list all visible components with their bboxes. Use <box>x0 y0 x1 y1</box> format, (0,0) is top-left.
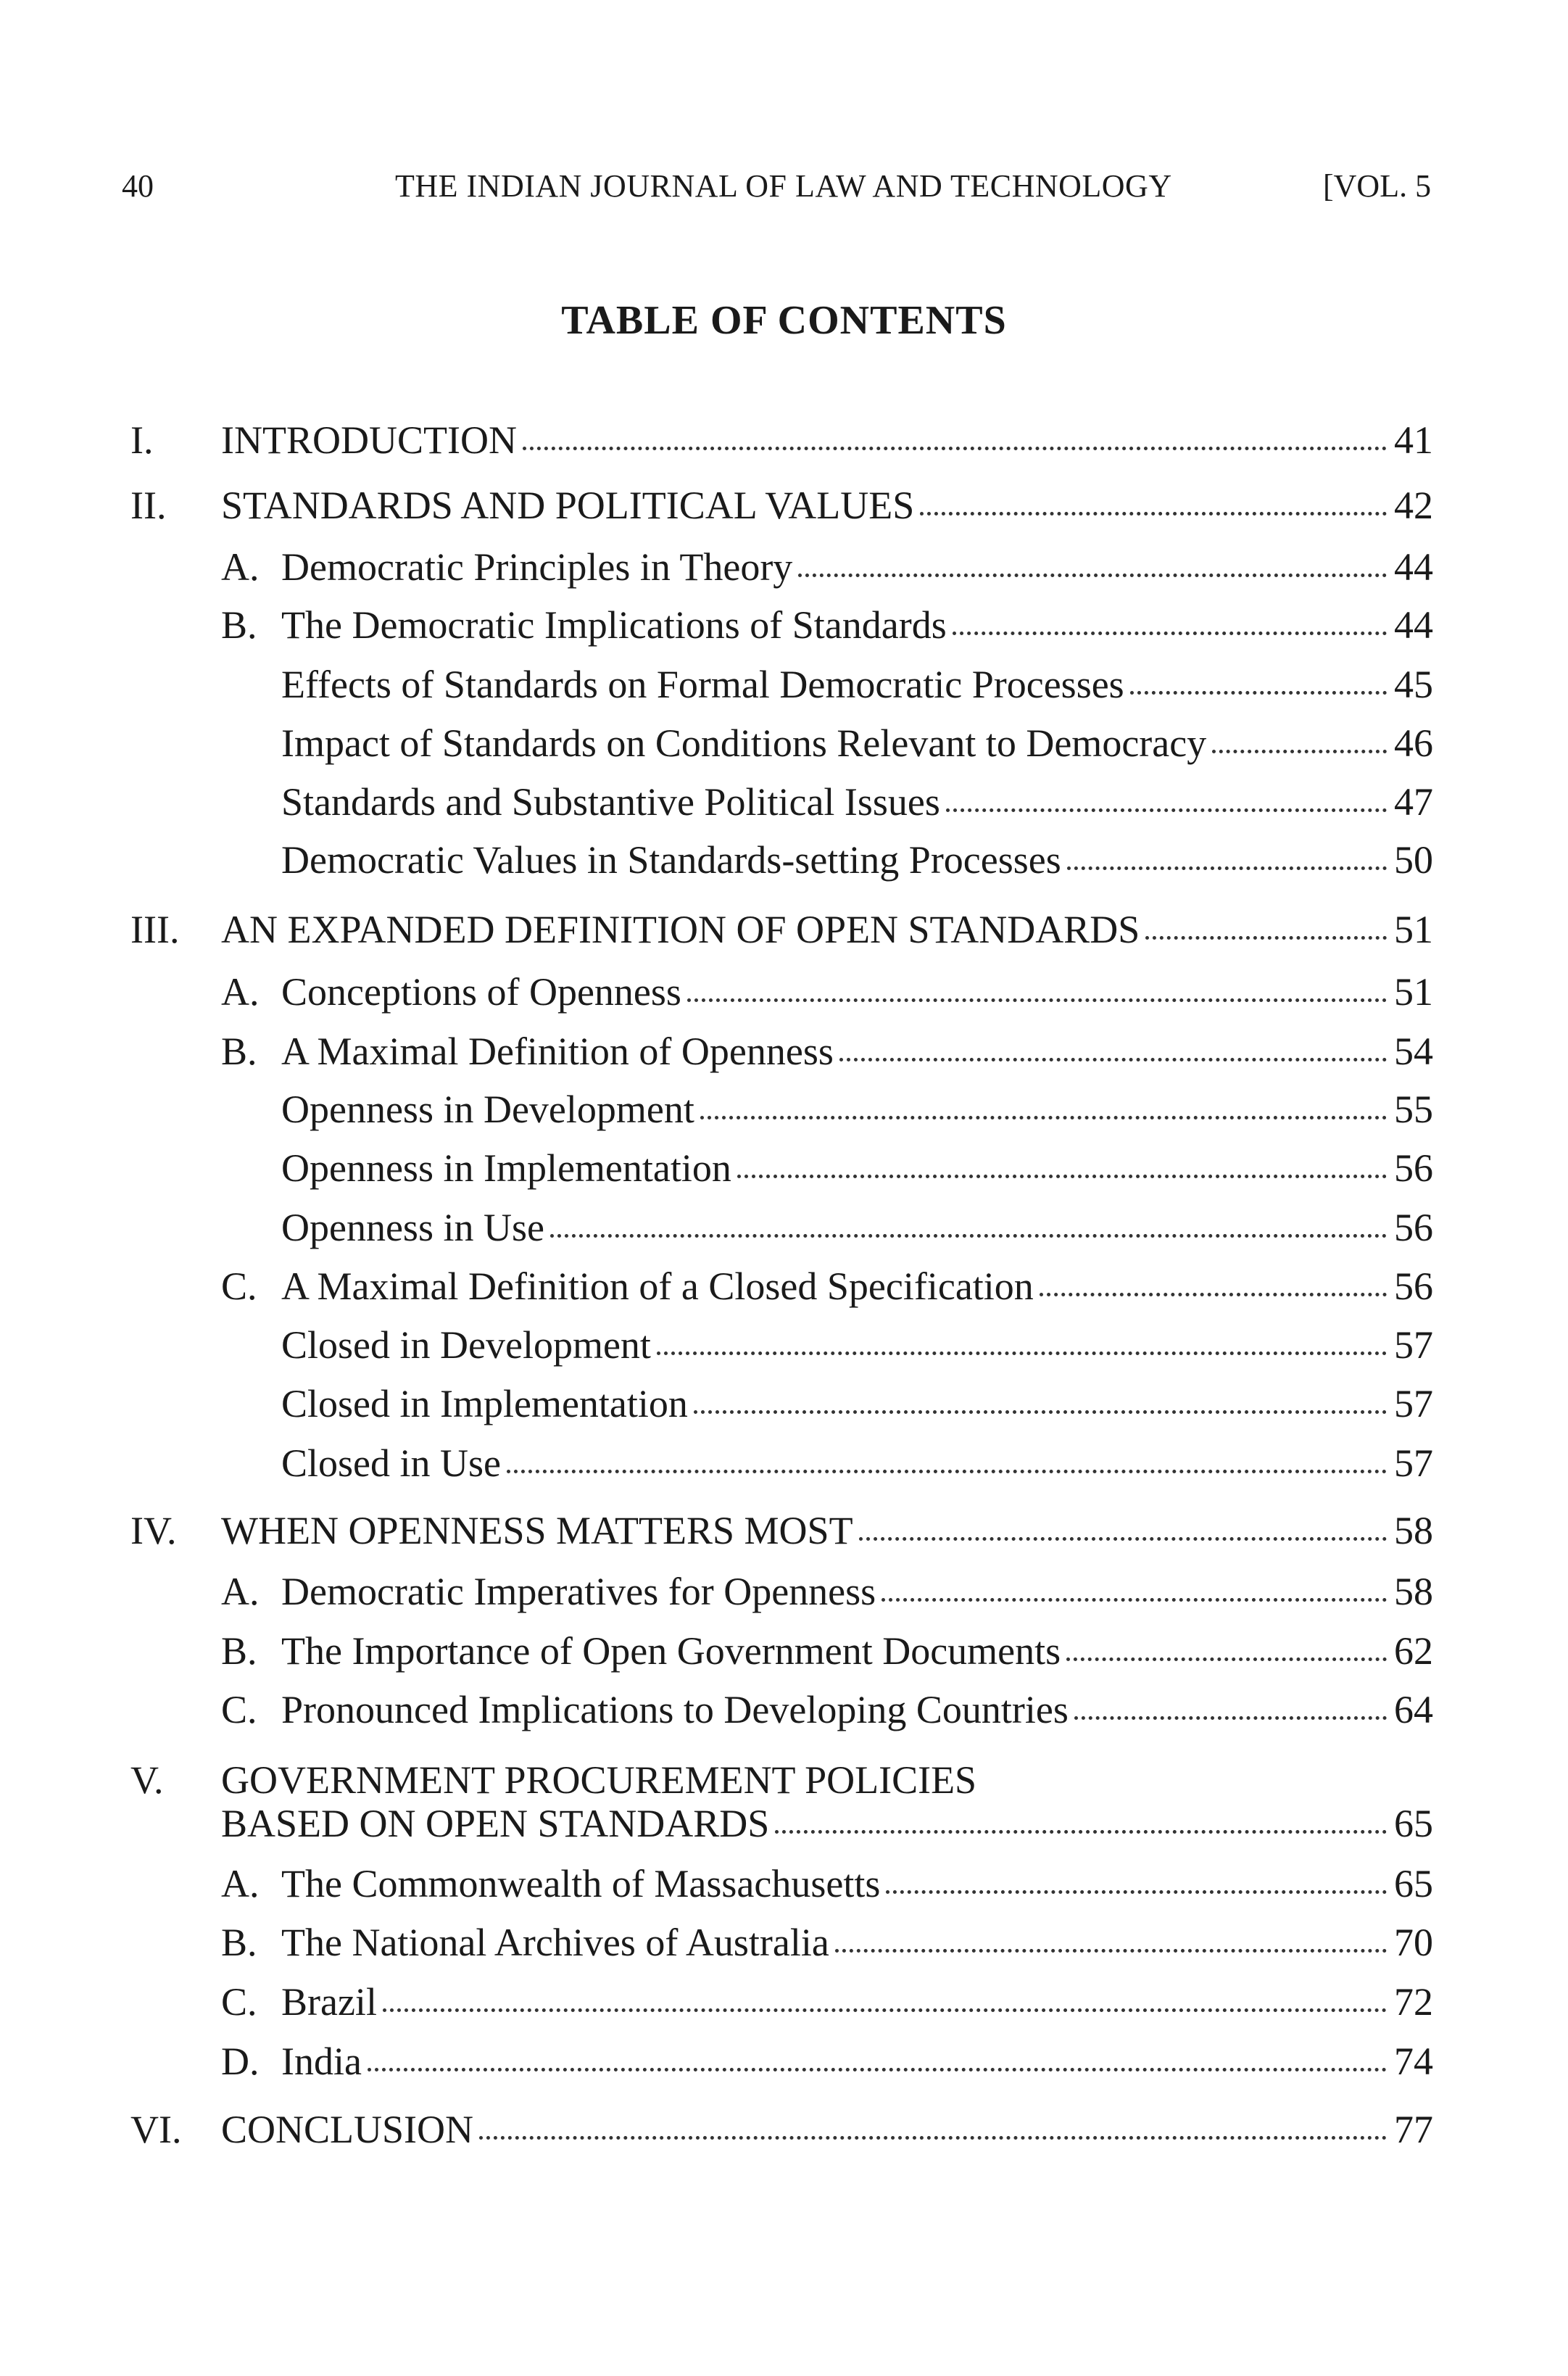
toc-leader-dots <box>953 632 1387 635</box>
toc-leader-dots <box>835 1949 1387 1953</box>
toc-leader-dots <box>798 574 1387 577</box>
toc-entry <box>0 1145 1568 1191</box>
toc-entry <box>0 1979 1568 2025</box>
toc-entry-title: AN EXPANDED DEFINITION OF OPEN STANDARDS <box>221 908 1140 951</box>
toc-entry-title: Effects of Standards on Formal Democratic Processes <box>281 663 1124 706</box>
toc-entry-title: Openness in Implementation <box>281 1146 731 1190</box>
toc-page-number: 64 <box>1394 1688 1433 1731</box>
toc-entry <box>0 1507 1568 1554</box>
toc-page-number: 56 <box>1394 1206 1433 1249</box>
toc-leader-dots <box>1067 866 1387 870</box>
toc-entry-title: Conceptions of Openness <box>281 970 681 1014</box>
toc-section-number: II. <box>130 484 167 527</box>
toc-entry-title: Standards and Substantive Political Issues <box>281 780 940 824</box>
toc-entry <box>0 969 1568 1015</box>
toc-entry <box>0 1757 1568 1803</box>
toc-entry <box>0 1686 1568 1733</box>
running-header <box>0 161 1568 212</box>
toc-subsection-letter: A. <box>221 970 260 1014</box>
toc-leader-dots <box>882 1598 1387 1602</box>
toc-leader-dots <box>920 512 1387 516</box>
toc-entry-title: CONCLUSION <box>221 2108 474 2151</box>
toc-entry <box>0 1800 1568 1847</box>
toc-section-number: VI. <box>130 2108 182 2151</box>
toc-entry <box>0 2106 1568 2153</box>
toc-section-number: V. <box>130 1758 164 1802</box>
toc-leader-dots <box>1066 1657 1387 1661</box>
toc-entry-title: Impact of Standards on Conditions Relevant to Democracy <box>281 721 1207 765</box>
toc-entry-title: WHEN OPENNESS MATTERS MOST <box>221 1509 853 1552</box>
toc-subsection-letter: B. <box>221 1030 257 1073</box>
volume-label: [VOL. 5 <box>1323 168 1432 204</box>
toc-entry-title: A Maximal Definition of a Closed Specification <box>281 1264 1034 1308</box>
toc-entry-title: A Maximal Definition of Openness <box>281 1030 834 1073</box>
toc-subsection-letter: B. <box>221 1629 257 1673</box>
toc-entry <box>0 720 1568 766</box>
toc-entry <box>0 544 1568 590</box>
toc-page-number: 57 <box>1394 1382 1433 1425</box>
toc-entry-title: Brazil <box>281 1980 377 2024</box>
toc-entry-title: Closed in Use <box>281 1441 501 1485</box>
toc-subsection-letter: C. <box>221 1264 257 1308</box>
toc-section-number: IV. <box>130 1509 177 1552</box>
toc-page-number: 55 <box>1394 1088 1433 1131</box>
toc-page-number: 56 <box>1394 1264 1433 1308</box>
toc-page-number: 44 <box>1394 603 1433 647</box>
toc-leader-dots <box>1074 1716 1387 1720</box>
toc-entry <box>0 1322 1568 1368</box>
toc-page-number: 54 <box>1394 1030 1433 1073</box>
toc-subsection-letter: A. <box>221 545 260 589</box>
page-number: 40 <box>122 168 154 204</box>
toc-entry-title: STANDARDS AND POLITICAL VALUES <box>221 484 915 527</box>
toc-entry-title: The Commonwealth of Massachusetts <box>281 1862 881 1905</box>
toc-entry <box>0 661 1568 708</box>
toc-leader-dots <box>550 1234 1387 1238</box>
toc-leader-dots <box>383 2008 1387 2012</box>
toc-subsection-letter: B. <box>221 1921 257 1964</box>
toc-subsection-letter: C. <box>221 1688 257 1731</box>
toc-page-number: 77 <box>1394 2108 1433 2151</box>
toc-entry-title: Openness in Development <box>281 1088 694 1131</box>
toc-page-number: 51 <box>1394 908 1433 951</box>
toc-entry <box>0 1919 1568 1966</box>
toc-entry <box>0 906 1568 953</box>
toc-entry <box>0 837 1568 883</box>
toc-leader-dots <box>507 1470 1387 1473</box>
toc-page-number: 50 <box>1394 838 1433 882</box>
toc-entry <box>0 2038 1568 2085</box>
toc-page-number: 57 <box>1394 1441 1433 1485</box>
toc-entry <box>0 417 1568 463</box>
toc-leader-dots <box>1040 1293 1387 1296</box>
toc-leader-dots <box>657 1351 1387 1355</box>
toc-entry <box>0 1204 1568 1251</box>
toc-leader-dots <box>775 1830 1387 1834</box>
toc-entry-title: Openness in Use <box>281 1206 544 1249</box>
toc-page-number: 65 <box>1394 1802 1433 1845</box>
toc-entry <box>0 779 1568 825</box>
toc-leader-dots <box>737 1175 1387 1178</box>
toc-page-number: 58 <box>1394 1509 1433 1552</box>
toc-entry-title: Democratic Imperatives for Openness <box>281 1570 876 1613</box>
toc-page-number: 56 <box>1394 1146 1433 1190</box>
toc-entry <box>0 1440 1568 1486</box>
toc-leader-dots <box>523 447 1387 450</box>
toc-leader-dots <box>1212 750 1387 753</box>
toc-leader-dots <box>694 1410 1387 1414</box>
toc-entry-title: Democratic Values in Standards-setting Processes <box>281 838 1061 882</box>
toc-entry-title: GOVERNMENT PROCUREMENT POLICIES <box>221 1758 977 1802</box>
toc-leader-dots <box>687 998 1387 1002</box>
toc-subsection-letter: A. <box>221 1570 260 1613</box>
toc-entry-title: Closed in Development <box>281 1323 651 1367</box>
toc-subsection-letter: B. <box>221 603 257 647</box>
toc-entry-title: INTRODUCTION <box>221 418 517 462</box>
toc-entry <box>0 1381 1568 1427</box>
toc-section-number: I. <box>130 418 154 462</box>
toc-leader-dots <box>946 808 1387 812</box>
toc-title: TABLE OF CONTENTS <box>561 298 1007 343</box>
toc-page-number: 41 <box>1394 418 1433 462</box>
toc-page-number: 62 <box>1394 1629 1433 1673</box>
toc-entry <box>0 1568 1568 1615</box>
toc-leader-dots <box>859 1537 1387 1541</box>
toc-subsection-letter: A. <box>221 1862 260 1905</box>
toc-entry <box>0 1086 1568 1133</box>
toc-entry <box>0 482 1568 529</box>
toc-leader-dots <box>1145 936 1387 940</box>
toc-page-number: 70 <box>1394 1921 1433 1964</box>
toc-page-number: 72 <box>1394 1980 1433 2024</box>
toc-page-number: 58 <box>1394 1570 1433 1613</box>
toc-leader-dots <box>839 1058 1387 1061</box>
toc-section-number: III. <box>130 908 180 951</box>
toc-entry <box>0 1028 1568 1075</box>
toc-entry <box>0 1860 1568 1907</box>
toc-entry <box>0 1263 1568 1309</box>
journal-title: THE INDIAN JOURNAL OF LAW AND TECHNOLOGY <box>395 168 1172 204</box>
toc-subsection-letter: D. <box>221 2040 260 2083</box>
toc-leader-dots <box>700 1116 1387 1119</box>
toc-page-number: 74 <box>1394 2040 1433 2083</box>
toc-page-number: 57 <box>1394 1323 1433 1367</box>
toc-entry-title: The Democratic Implications of Standards <box>281 603 947 647</box>
toc-page-number: 44 <box>1394 545 1433 589</box>
toc-page-number: 65 <box>1394 1862 1433 1905</box>
toc-entry-title: BASED ON OPEN STANDARDS <box>221 1802 770 1845</box>
toc-entry <box>0 1628 1568 1674</box>
toc-entry <box>0 602 1568 648</box>
toc-leader-dots <box>368 2068 1387 2071</box>
toc-page-number: 46 <box>1394 721 1433 765</box>
toc-leader-dots <box>886 1890 1387 1894</box>
toc-entry-title: Democratic Principles in Theory <box>281 545 793 589</box>
toc-page-number: 47 <box>1394 780 1433 824</box>
toc-leader-dots <box>1130 691 1387 695</box>
toc-subsection-letter: C. <box>221 1980 257 2024</box>
toc-page-number: 42 <box>1394 484 1433 527</box>
toc-entry-title: The Importance of Open Government Documents <box>281 1629 1061 1673</box>
toc-entry-title: Pronounced Implications to Developing Countries <box>281 1688 1069 1731</box>
toc-entry-title: The National Archives of Australia <box>281 1921 829 1964</box>
toc-page-number: 51 <box>1394 970 1433 1014</box>
toc-entry-title: Closed in Implementation <box>281 1382 688 1425</box>
toc-leader-dots <box>479 2136 1387 2140</box>
toc-page-number: 45 <box>1394 663 1433 706</box>
toc-entry-title: India <box>281 2040 362 2083</box>
